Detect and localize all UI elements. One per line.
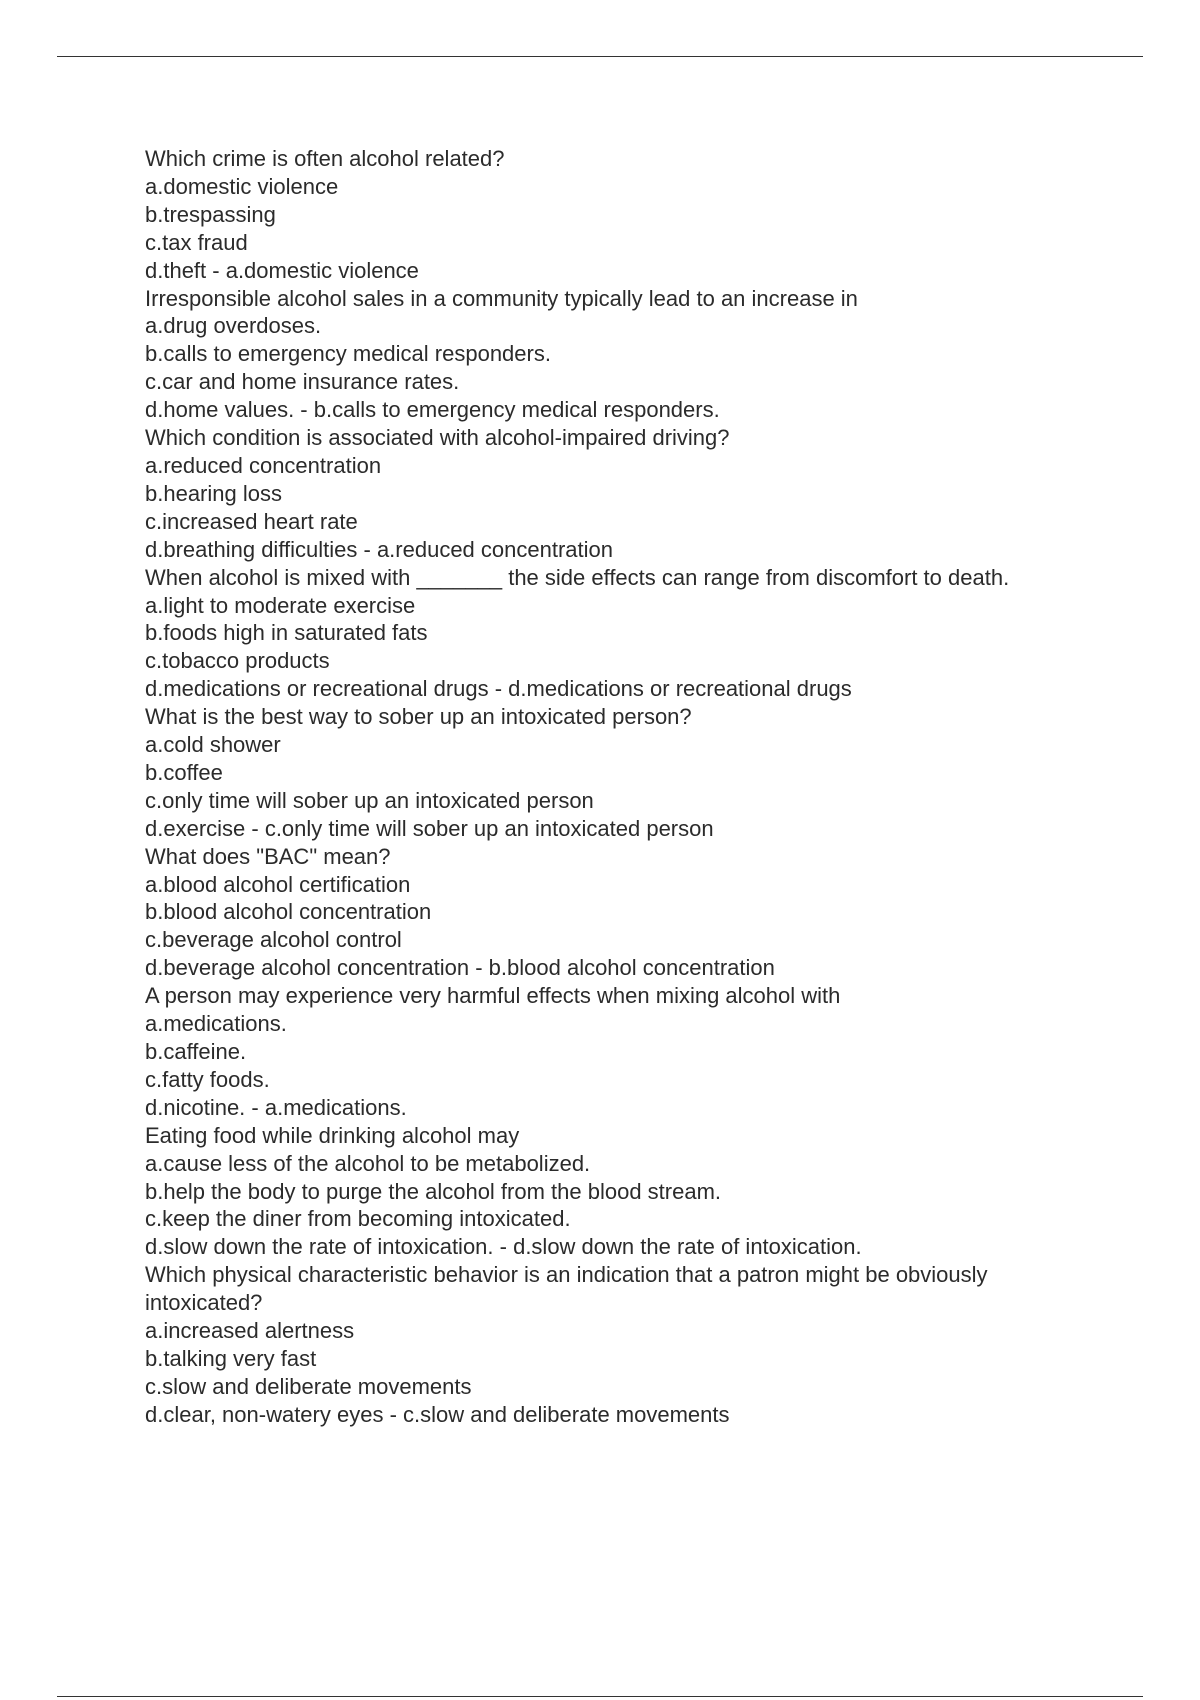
text-line: b.foods high in saturated fats: [145, 620, 428, 646]
text-line: c.car and home insurance rates.: [145, 369, 460, 395]
text-line: When alcohol is mixed with _______ the side effects can range from discomfort to death.: [145, 564, 1010, 590]
text-line: d.medications or recreational drugs - d.medications or recreational drugs: [145, 676, 852, 702]
text-line: b.trespassing: [145, 201, 276, 227]
text-line: c.only time will sober up an intoxicated person: [145, 787, 594, 813]
text-line: c.slow and deliberate movements: [145, 1373, 472, 1399]
document-body: [145, 145, 1085, 1429]
text-line: Which condition is associated with alcohol-impaired driving?: [145, 425, 730, 451]
text-line: a.increased alertness: [145, 1318, 355, 1344]
text-line: c.fatty foods.: [145, 1066, 270, 1092]
text-line: a.reduced concentration: [145, 452, 382, 478]
text-line: c.increased heart rate: [145, 508, 358, 534]
text-line: b.help the body to purge the alcohol from the blood stream.: [145, 1178, 722, 1204]
text-line: A person may experience very harmful effects when mixing alcohol with: [145, 983, 841, 1009]
text-line: d.clear, non-watery eyes - c.slow and deliberate movements: [145, 1401, 730, 1427]
text-line: b.caffeine.: [145, 1039, 247, 1064]
text-line: b.coffee: [145, 759, 223, 785]
text-line: c.tax fraud: [145, 229, 248, 255]
text-line: intoxicated?: [145, 1290, 263, 1316]
text-line: c.tobacco products: [145, 648, 330, 674]
text-line: a.drug overdoses.: [145, 313, 322, 339]
footer-rule: [57, 1696, 1143, 1697]
text-line: Eating food while drinking alcohol may: [145, 1122, 520, 1148]
text-line: a.domestic violence: [145, 173, 339, 199]
text-line: Which crime is often alcohol related?: [145, 146, 505, 171]
text-line: d.home values. - b.calls to emergency medical responders.: [145, 397, 720, 423]
header-rule: [57, 56, 1143, 57]
text-line: b.hearing loss: [145, 480, 282, 506]
text-line: b.calls to emergency medical responders.: [145, 341, 551, 367]
text-line: a.light to moderate exercise: [145, 592, 416, 618]
text-line: c.beverage alcohol control: [145, 927, 402, 953]
text-line: d.theft - a.domestic violence: [145, 257, 419, 283]
text-line: a.cause less of the alcohol to be metabolized.: [145, 1150, 591, 1176]
text-line: a.cold shower: [145, 732, 281, 758]
text-line: Irresponsible alcohol sales in a community typically lead to an increase in: [145, 285, 858, 311]
text-line: d.beverage alcohol concentration - b.blood alcohol concentration: [145, 955, 775, 981]
text-line: Which physical characteristic behavior is an indication that a patron might be obviously: [145, 1262, 988, 1288]
text-line: b.blood alcohol concentration: [145, 899, 432, 925]
text-line: d.exercise - c.only time will sober up an intoxicated person: [145, 815, 714, 841]
text-line: c.keep the diner from becoming intoxicated.: [145, 1206, 571, 1232]
text-line: d.slow down the rate of intoxication. - d.slow down the rate of intoxication.: [145, 1234, 862, 1260]
text-line: b.talking very fast: [145, 1345, 317, 1371]
text-line: d.nicotine. - a.medications.: [145, 1094, 407, 1120]
text-line: d.breathing difficulties - a.reduced concentration: [145, 536, 613, 562]
text-line: What does "BAC" mean?: [145, 843, 391, 869]
text-line: What is the best way to sober up an intoxicated person?: [145, 704, 692, 730]
text-line: a.medications.: [145, 1011, 287, 1037]
text-line: a.blood alcohol certification: [145, 871, 411, 897]
